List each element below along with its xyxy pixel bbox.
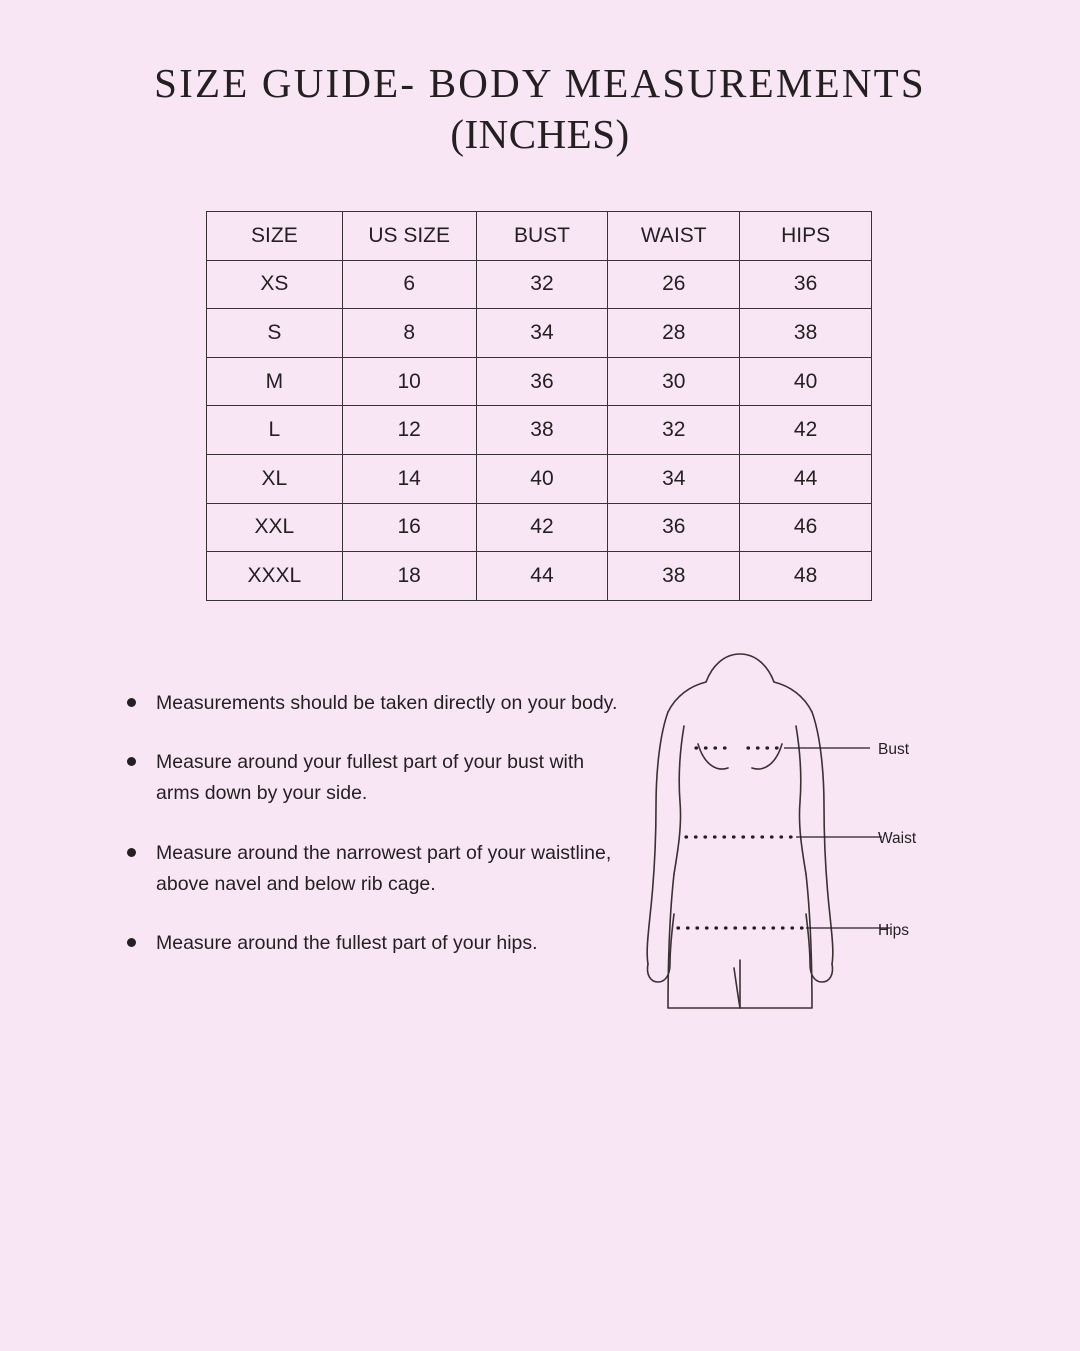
cell-ussize: 18 bbox=[342, 552, 476, 601]
bullet-icon bbox=[127, 698, 136, 707]
cell-size: XS bbox=[207, 260, 343, 309]
cell-ussize: 8 bbox=[342, 309, 476, 358]
cell-hips: 46 bbox=[740, 503, 872, 552]
table-row bbox=[207, 552, 872, 601]
table-header-row bbox=[207, 212, 872, 261]
cell-ussize: 14 bbox=[342, 454, 476, 503]
list-item-text: Measure around your fullest part of your bust with arms down by your side. bbox=[156, 751, 585, 805]
page-title-line-2: (INCHES) bbox=[450, 111, 630, 158]
list-item-text: Measurements should be taken directly on your body. bbox=[156, 692, 618, 714]
cell-size: XXXL bbox=[207, 552, 343, 601]
table-row bbox=[207, 260, 872, 309]
cell-size: XXL bbox=[207, 503, 343, 552]
page-title-line-1: SIZE GUIDE- BODY MEASUREMENTS bbox=[154, 60, 926, 106]
figure-label-bust: Bust bbox=[878, 741, 910, 758]
cell-bust: 38 bbox=[476, 406, 608, 455]
cell-bust: 42 bbox=[476, 503, 608, 552]
list-item bbox=[122, 747, 622, 809]
page-title bbox=[0, 58, 1080, 161]
table-row bbox=[207, 454, 872, 503]
table-row bbox=[207, 309, 872, 358]
column-header-hips: HIPS bbox=[740, 212, 872, 261]
column-header-waist: WAIST bbox=[608, 212, 740, 261]
table-row bbox=[207, 406, 872, 455]
cell-waist: 38 bbox=[608, 552, 740, 601]
list-item bbox=[122, 688, 622, 719]
cell-hips: 48 bbox=[740, 552, 872, 601]
cell-waist: 36 bbox=[608, 503, 740, 552]
cell-waist: 26 bbox=[608, 260, 740, 309]
column-header-bust: BUST bbox=[476, 212, 608, 261]
cell-bust: 40 bbox=[476, 454, 608, 503]
cell-waist: 28 bbox=[608, 309, 740, 358]
cell-bust: 44 bbox=[476, 552, 608, 601]
bullet-icon bbox=[127, 848, 136, 857]
column-header-ussize: US SIZE bbox=[342, 212, 476, 261]
cell-size: XL bbox=[207, 454, 343, 503]
cell-ussize: 6 bbox=[342, 260, 476, 309]
measurement-tips-list bbox=[122, 688, 622, 987]
cell-ussize: 12 bbox=[342, 406, 476, 455]
cell-size: L bbox=[207, 406, 343, 455]
table-row bbox=[207, 357, 872, 406]
cell-size: S bbox=[207, 309, 343, 358]
list-item bbox=[122, 928, 622, 959]
list-item-text: Measure around the fullest part of your hips. bbox=[156, 931, 538, 954]
cell-waist: 34 bbox=[608, 454, 740, 503]
size-chart-table bbox=[206, 211, 872, 601]
figure-label-waist: Waist bbox=[878, 830, 917, 847]
figure-label-hips: Hips bbox=[878, 922, 910, 939]
body-measurement-figure bbox=[620, 630, 960, 1060]
column-header-size: SIZE bbox=[207, 212, 343, 261]
cell-bust: 32 bbox=[476, 260, 608, 309]
cell-ussize: 10 bbox=[342, 357, 476, 406]
table-row bbox=[207, 503, 872, 552]
cell-hips: 42 bbox=[740, 406, 872, 455]
cell-bust: 34 bbox=[476, 309, 608, 358]
list-item bbox=[122, 838, 622, 900]
cell-hips: 40 bbox=[740, 357, 872, 406]
cell-hips: 36 bbox=[740, 260, 872, 309]
cell-hips: 38 bbox=[740, 309, 872, 358]
cell-size: M bbox=[207, 357, 343, 406]
cell-ussize: 16 bbox=[342, 503, 476, 552]
bullet-icon bbox=[127, 757, 136, 766]
cell-bust: 36 bbox=[476, 357, 608, 406]
cell-waist: 32 bbox=[608, 406, 740, 455]
cell-waist: 30 bbox=[608, 357, 740, 406]
cell-hips: 44 bbox=[740, 454, 872, 503]
list-item-text: Measure around the narrowest part of your waistline, above navel and below rib cage. bbox=[156, 841, 612, 895]
bullet-icon bbox=[127, 938, 136, 947]
